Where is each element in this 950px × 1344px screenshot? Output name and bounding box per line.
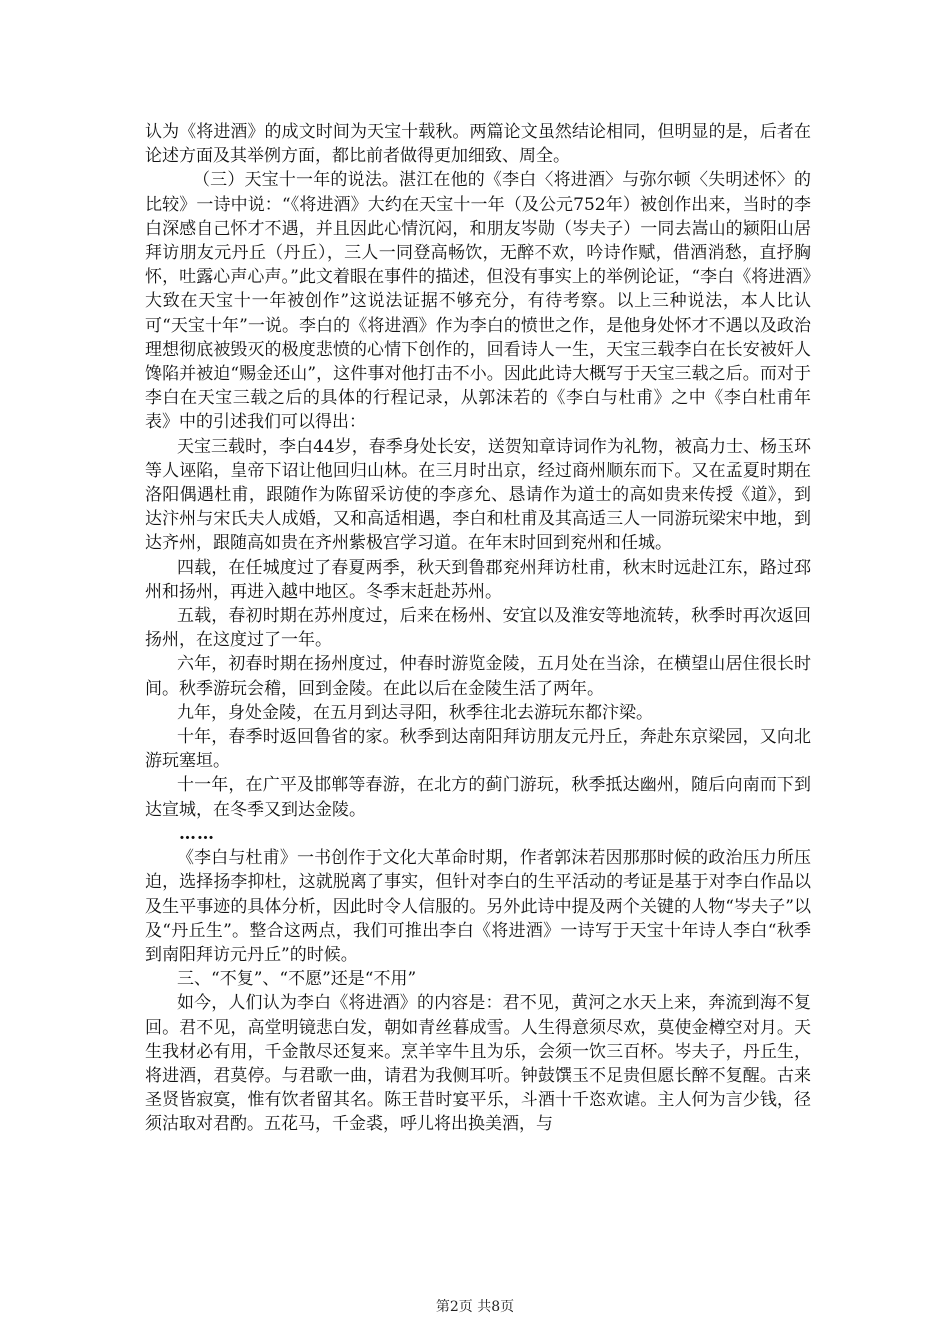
paragraph-9: 十一年，在广平及邯郸等春游，在北方的蓟门游玩，秋季抵达幽州，随后向南而下到达宣城，在冬季又到达金陵。 [145, 775, 811, 820]
paragraph-10: 《李白与杜甫》一书创作于文化大革命时期，作者郭沫若因那那时候的政治压力所压迫，选择扬李抑杜，这就脱离了事实，但针对李白的生平活动的考证是基于对李白作品以及生平事迹的具体分析，因此时令人信服的。另外此诗中提及两个关键的人物“岑夫子”以及“丹丘生”。整合这两点，我们可推出李白《将进酒》一诗写于天宝十年诗人李白“秋季到南阳拜访元丹丘”的时候。 [145, 848, 811, 965]
paragraph-5: 五载，春初时期在苏州度过，后来在杨州、安宜以及淮安等地流转，秋季时再次返回扬州，在这度过了一年。 [145, 606, 811, 651]
paragraph-7: 九年，身处金陵，在五月到达寻阳，秋季往北去游玩东都汴梁。 [177, 702, 653, 723]
paragraph-11: 如今，人们认为李白《将进酒》的内容是：君不见，黄河之水天上来，奔流到海不复回。君不见，高堂明镜悲白发，朝如青丝暮成雪。人生得意须尽欢，莫使金樽空对月。天生我材必有用，千金散尽还复来。烹羊宰牛且为乐，会须一饮三百杯。岑夫子，丹丘生，将进酒，君莫停。与君歌一曲，请君为我侧耳听。钟鼓馔玉不足贵但愿长醉不复醒。古来圣贤皆寂寞，惟有饮者留其名。陈王昔时宴平乐，斗酒十千恣欢谑。主人何为言少钱，径须沽取对君酌。五花马，千金裘，呼儿将出换美酒，与 [145, 993, 811, 1135]
paragraph-4: 四载，在任城度过了春夏两季，秋天到鲁郡兖州拜访杜甫，秋末时远赴江东，路过邳州和扬州，再进入越中地区。冬季末赶赴苏州。 [145, 557, 811, 602]
paragraph-1: 认为《将进酒》的成文时间为天宝十载秋。两篇论文虽然结论相同，但明显的是，后者在论述方面及其举例方面，都比前者做得更加细致、周全。 [145, 122, 811, 167]
ellipsis: …… [179, 823, 215, 844]
paragraph-6: 六年，初春时期在扬州度过，仲春时游览金陵，五月处在当涂，在横望山居住很长时间。秋季游玩会稽，回到金陵。在此以后在金陵生活了两年。 [145, 654, 811, 699]
page-number-footer: 第2页 共8页 [435, 1299, 515, 1315]
body-text [145, 120, 811, 1137]
paragraph-2: （三）天宝十一年的说法。湛江在他的《李白〈将进酒〉与弥尔顿〈失明述怀〉的比较》一诗中说：“《将进酒》大约在天宝十一年（及公元752年）被创作出来，当时的李白深感自己怀才不遇，并且因此心情沉闷，和朋友岑勋（岑夫子）一同去嵩山的颍阳山居拜访朋友元丹丘（丹丘），三人一同登高畅饮，无醉不欢，吟诗作赋，借酒消愁，直抒胸怀，吐露心声心声。”此文着眼在事件的描述，但没有事实上的举例论证，“李白《将进酒》大致在天宝十一年被创作”这说法证据不够充分，有待考察。以上三种说法，本人比认可“天宝十年”一说。李白的《将进酒》作为李白的愤世之作，是他身处怀才不遇以及政治理想彻底被毁灭的极度悲愤的心情下创作的，回看诗人一生，天宝三载李白在长安被奸人馋陷并被迫“赐金还山”，这件事对他打击不小。因此此诗大概写于天宝三载之后。而对于李白在天宝三载之后的具体的行程记录，从郭沫若的《李白与杜甫》之中《李白杜甫年表》中的引述我们可以得出： [145, 170, 811, 433]
paragraph-8: 十年，春季时返回鲁省的家。秋季到达南阳拜访朋友元丹丘，奔赴东京梁园，又向北游玩塞垣。 [145, 727, 811, 772]
section-heading: 三、“不复”、“不愿”还是“不用” [177, 969, 417, 990]
paragraph-3: 天宝三载时，李白44岁，春季身处长安，送贺知章诗词作为礼物，被高力士、杨玉环等人诬陷，皇帝下诏让他回归山林。在三月时出京，经过商州顺东而下。又在孟夏时期在洛阳偶遇杜甫，跟随作为陈留采访使的李彦允、恳请作为道士的高如贵来传授《道》，到达汴州与宋氏夫人成婚，又和高适相遇，李白和杜甫及其高适三人一同游玩梁宋中地，到达齐州，跟随高如贵在齐州紫极宫学习道。在年末时回到兖州和任城。 [145, 436, 811, 554]
